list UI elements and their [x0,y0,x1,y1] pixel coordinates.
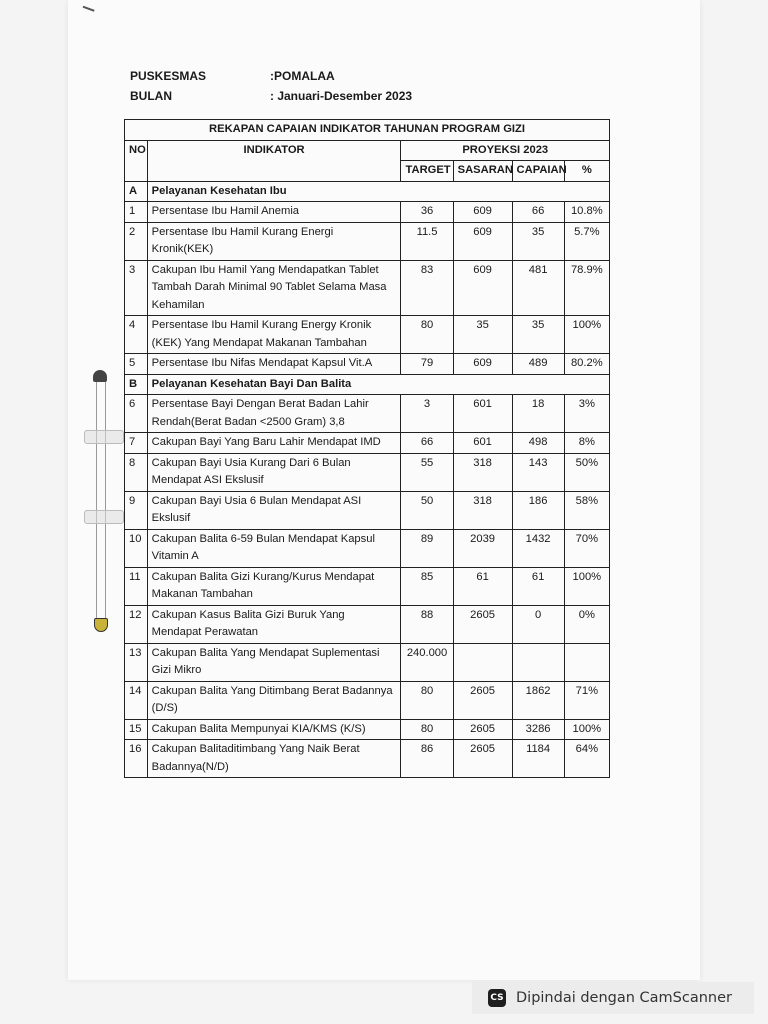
percent-cell: 0% [564,605,609,643]
percent-cell: 100% [564,316,609,354]
sasaran-cell: 609 [453,260,512,316]
percent-cell: 70% [564,529,609,567]
capaian-cell: 18 [512,395,564,433]
row-number: 11 [125,567,148,605]
col-header-capaian: CAPAIAN [512,161,564,182]
indicator-name: Persentase Bayi Dengan Berat Badan Lahir Rendah(Berat Badan <2500 Gram) 3,8 [147,395,401,433]
row-number: A [125,181,148,202]
sasaran-cell: 2605 [453,681,512,719]
table-row [125,395,610,433]
sasaran-cell: 318 [453,491,512,529]
sasaran-cell: 2605 [453,740,512,778]
table-row [125,643,610,681]
document-header [130,66,412,106]
indicator-name: Cakupan Balita Yang Ditimbang Berat Badannya (D/S) [147,681,401,719]
target-cell: 240.000 [401,643,453,681]
section-row [125,181,610,202]
col-header-proyeksi: PROYEKSI 2023 [401,140,610,161]
table-row [125,354,610,375]
row-number: 7 [125,433,148,454]
row-number: 5 [125,354,148,375]
indicator-name: Cakupan Bayi Usia 6 Bulan Mendapat ASI Ekslusif [147,491,401,529]
target-cell: 80 [401,719,453,740]
capaian-cell: 3286 [512,719,564,740]
capaian-cell: 498 [512,433,564,454]
capaian-cell: 1432 [512,529,564,567]
sasaran-cell [453,643,512,681]
indicator-name: Cakupan Bayi Usia Kurang Dari 6 Bulan Mendapat ASI Ekslusif [147,453,401,491]
table-body [125,181,610,778]
sasaran-cell: 2605 [453,605,512,643]
binder-clip-bar [84,510,124,524]
row-number: 13 [125,643,148,681]
table-row [125,719,610,740]
percent-cell: 80.2% [564,354,609,375]
percent-cell: 100% [564,567,609,605]
col-header-indikator: INDIKATOR [147,140,401,181]
table-row [125,529,610,567]
binder-clip-end [94,618,108,632]
percent-cell: 10.8% [564,202,609,223]
row-number: 12 [125,605,148,643]
row-number: 16 [125,740,148,778]
capaian-cell: 66 [512,202,564,223]
puskesmas-row [130,66,412,86]
indicator-name: Cakupan Balita 6-59 Bulan Mendapat Kapsul Vitamin A [147,529,401,567]
table-row [125,491,610,529]
binder-clip-wire [96,372,106,632]
indicator-name: Cakupan Balitaditimbang Yang Naik Berat Badannya(N/D) [147,740,401,778]
sasaran-cell: 601 [453,433,512,454]
target-cell: 50 [401,491,453,529]
indicator-name: Persentase Ibu Hamil Kurang Energy Kronik (KEK) Yang Mendapat Makanan Tambahan [147,316,401,354]
section-title: Pelayanan Kesehatan Ibu [147,181,609,202]
percent-cell: 100% [564,719,609,740]
percent-cell: 8% [564,433,609,454]
target-cell: 80 [401,681,453,719]
sasaran-cell: 35 [453,316,512,354]
camscanner-logo-icon: CS [488,989,506,1007]
puskesmas-value: :POMALAA [270,69,335,83]
bulan-row [130,86,412,106]
row-number: 14 [125,681,148,719]
capaian-cell: 1862 [512,681,564,719]
indicator-name: Cakupan Bayi Yang Baru Lahir Mendapat IMD [147,433,401,454]
bulan-value: : Januari-Desember 2023 [270,89,413,103]
capaian-cell: 35 [512,222,564,260]
sasaran-cell: 318 [453,453,512,491]
target-cell: 66 [401,433,453,454]
row-number: 10 [125,529,148,567]
sasaran-cell: 2605 [453,719,512,740]
bulan-label: BULAN [130,89,172,103]
percent-cell: 58% [564,491,609,529]
row-number: 9 [125,491,148,529]
indicator-name: Cakupan Ibu Hamil Yang Mendapatkan Tablet Tambah Darah Minimal 90 Tablet Selama Masa Kehamilan [147,260,401,316]
row-number: 15 [125,719,148,740]
percent-cell: 78.9% [564,260,609,316]
indicator-name: Cakupan Balita Mempunyai KIA/KMS (K/S) [147,719,401,740]
indicator-name: Cakupan Balita Yang Mendapat Suplementasi Gizi Mikro [147,643,401,681]
indicator-name: Cakupan Balita Gizi Kurang/Kurus Mendapat Makanan Tambahan [147,567,401,605]
sasaran-cell: 609 [453,354,512,375]
col-header-sasaran: SASARAN [453,161,512,182]
capaian-cell: 61 [512,567,564,605]
camscanner-badge [472,982,754,1014]
capaian-cell: 35 [512,316,564,354]
table-row [125,260,610,316]
target-cell: 85 [401,567,453,605]
sasaran-cell: 61 [453,567,512,605]
col-header-no: NO [125,140,148,181]
col-header-percent: % [564,161,609,182]
row-number: 1 [125,202,148,223]
row-number: 3 [125,260,148,316]
sasaran-cell: 609 [453,222,512,260]
percent-cell: 71% [564,681,609,719]
puskesmas-label: PUSKESMAS [130,69,207,83]
target-cell: 11.5 [401,222,453,260]
col-header-target: TARGET [401,161,453,182]
indicator-name: Persentase Ibu Hamil Anemia [147,202,401,223]
section-title: Pelayanan Kesehatan Bayi Dan Balita [147,374,609,395]
table-row [125,740,610,778]
target-cell: 36 [401,202,453,223]
target-cell: 86 [401,740,453,778]
sasaran-cell: 2039 [453,529,512,567]
table-row [125,222,610,260]
binder-clip-top [93,370,107,382]
indicator-name: Persentase Ibu Nifas Mendapat Kapsul Vit.A [147,354,401,375]
table-row [125,681,610,719]
binder-clip-bar [84,430,124,444]
section-row [125,374,610,395]
rekap-table [124,119,610,778]
row-number: 6 [125,395,148,433]
target-cell: 55 [401,453,453,491]
capaian-cell: 186 [512,491,564,529]
indicator-name: Cakupan Kasus Balita Gizi Buruk Yang Mendapat Perawatan [147,605,401,643]
indicator-name: Persentase Ibu Hamil Kurang Energi Kronik(KEK) [147,222,401,260]
table-row [125,567,610,605]
target-cell: 80 [401,316,453,354]
sasaran-cell: 609 [453,202,512,223]
percent-cell: 3% [564,395,609,433]
table-row [125,316,610,354]
row-number: 4 [125,316,148,354]
percent-cell: 64% [564,740,609,778]
capaian-cell: 1184 [512,740,564,778]
capaian-cell: 481 [512,260,564,316]
camscanner-text: Dipindai dengan CamScanner [516,990,733,1006]
percent-cell [564,643,609,681]
row-number: B [125,374,148,395]
target-cell: 89 [401,529,453,567]
target-cell: 83 [401,260,453,316]
target-cell: 88 [401,605,453,643]
percent-cell: 5.7% [564,222,609,260]
capaian-cell: 489 [512,354,564,375]
table-row [125,605,610,643]
capaian-cell: 0 [512,605,564,643]
capaian-cell: 143 [512,453,564,491]
target-cell: 79 [401,354,453,375]
target-cell: 3 [401,395,453,433]
sasaran-cell: 601 [453,395,512,433]
percent-cell: 50% [564,453,609,491]
table-row [125,433,610,454]
table-row [125,202,610,223]
row-number: 2 [125,222,148,260]
table-title: REKAPAN CAPAIAN INDIKATOR TAHUNAN PROGRAM GIZI [125,120,610,141]
row-number: 8 [125,453,148,491]
capaian-cell [512,643,564,681]
table-row [125,453,610,491]
